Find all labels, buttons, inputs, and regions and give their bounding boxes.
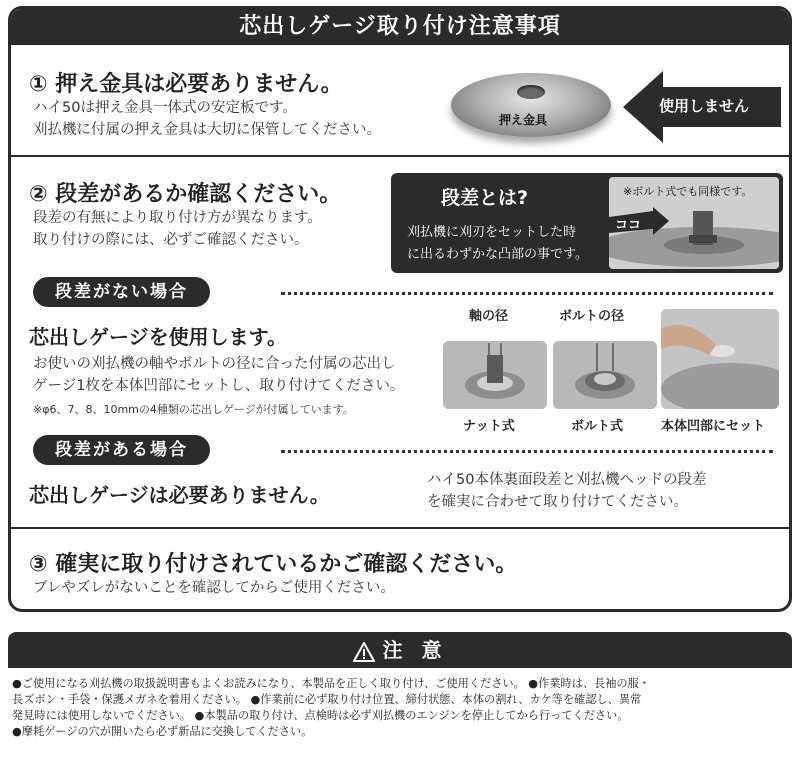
divider-2 bbox=[11, 527, 789, 529]
no-step-pill: 段差がない場合 bbox=[33, 277, 210, 307]
step2-line-1: 段差の有無により取り付け方が異なります。 bbox=[33, 210, 322, 226]
nut-type-photo bbox=[443, 341, 547, 409]
step1-heading: ① 押え金具は必要ありません。 bbox=[29, 72, 343, 97]
instruction-panel bbox=[8, 6, 792, 612]
dotted-rule-2 bbox=[281, 450, 773, 453]
step2-line-2: 取り付けの際には、必ずご確認ください。 bbox=[33, 232, 309, 248]
washer-image bbox=[451, 69, 611, 149]
has-step-line-2: を確実に合わせて取り付けてください。 bbox=[427, 494, 688, 510]
no-step-line-2: ゲージ1枚を本体凹部にセットし、取り付けてください。 bbox=[33, 378, 405, 394]
info-tag: ココ bbox=[615, 218, 642, 233]
washer-hole bbox=[517, 85, 545, 99]
step1-line-1: ハイ50は押え金具一体式の安定板です。 bbox=[33, 100, 297, 116]
dotted-rule-1 bbox=[281, 292, 773, 295]
recess-set-photo bbox=[661, 309, 779, 409]
step2-heading: ② 段差があるか確認ください。 bbox=[29, 182, 342, 207]
info-title: 段差とは? bbox=[441, 187, 529, 209]
washer-label: 押え金具 bbox=[499, 113, 548, 127]
caution-line-3: 発見時には使用しないでください。 ●本製品の取り付け、点検時は必ず刈払機のエンジンを停止してから行ってください。 bbox=[12, 709, 629, 722]
caution-title: 注 意 bbox=[382, 638, 448, 662]
caution-header bbox=[8, 632, 792, 668]
info-line-2: に出るわずかな凸部の事です。 bbox=[407, 247, 588, 262]
warning-icon bbox=[353, 642, 375, 662]
step-photo bbox=[609, 177, 779, 269]
info-line-1: 刈払機に刈刃をセットした時 bbox=[407, 225, 577, 240]
no-step-footnote: ※φ6、7、8、10mmの4種類の芯出しゲージが付属しています。 bbox=[33, 403, 354, 416]
has-step-pill: 段差がある場合 bbox=[33, 435, 210, 465]
bolt-type-caption: ボルト式 bbox=[571, 419, 624, 434]
step-info-box bbox=[391, 173, 783, 273]
arrow-label: 使用しません bbox=[659, 97, 750, 115]
caution-body bbox=[12, 676, 792, 740]
has-step-heading: 芯出しゲージは必要ありません。 bbox=[29, 483, 330, 507]
step3-heading: ③ 確実に取り付けされているかご確認ください。 bbox=[29, 552, 518, 577]
bolt-diameter-label: ボルトの径 bbox=[559, 309, 625, 324]
divider-1 bbox=[11, 155, 789, 157]
step1-line-2: 刈払機に付属の押え金具は大切に保管してください。 bbox=[33, 122, 381, 138]
bolt-type-photo bbox=[553, 341, 657, 409]
nut-type-caption: ナット式 bbox=[463, 419, 515, 434]
no-step-heading: 芯出しゲージを使用します。 bbox=[29, 325, 287, 349]
info-note: ※ボルト式でも同様です。 bbox=[623, 185, 753, 198]
caution-line-4: ●摩耗ゲージの穴が開いたら必ず新品に交換してください。 bbox=[12, 725, 313, 738]
has-step-line-1: ハイ50本体裏面段差と刈払機ヘッドの段差 bbox=[427, 472, 707, 488]
panel-title: 芯出しゲージ取り付け注意事項 bbox=[11, 9, 789, 45]
no-step-line-1: お使いの刈払機の軸やボルトの径に合った付属の芯出し bbox=[33, 356, 396, 372]
caution-line-1: ●ご使用になる刈払機の取扱説明書もよくお読みになり、本製品を正しく取り付け、ご使用ください。 ●作業時は、長袖の服・ bbox=[12, 677, 650, 690]
caution-line-2: 長ズボン・手袋・保護メガネを着用ください。 ●作業前に必ず取り付け位置、締付状態、本体の割れ、カケ等を確認し、異常 bbox=[12, 693, 642, 706]
recess-caption: 本体凹部にセット bbox=[661, 419, 766, 434]
shaft-diameter-label: 軸の径 bbox=[469, 309, 509, 324]
step3-line: ブレやズレがないことを確認してからご使用ください。 bbox=[33, 580, 395, 596]
